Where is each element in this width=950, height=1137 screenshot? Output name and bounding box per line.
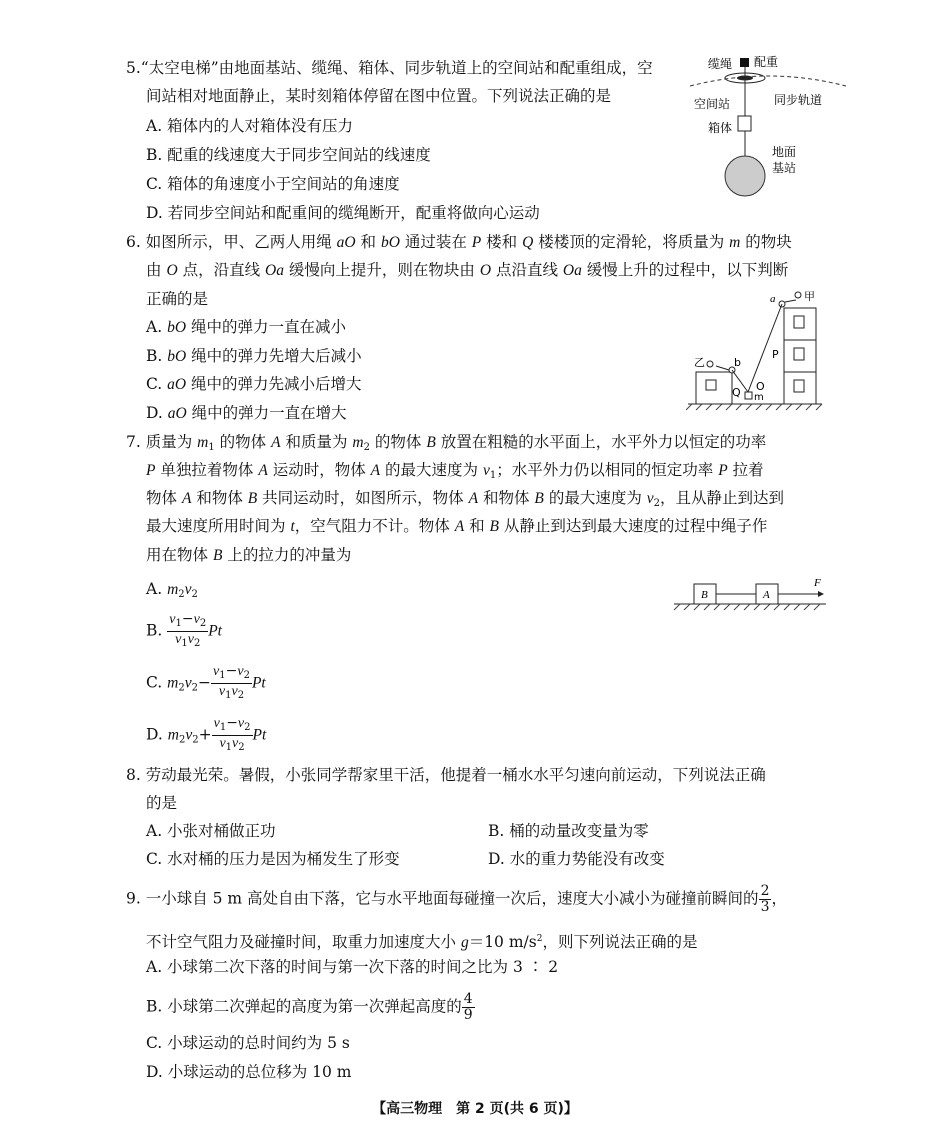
label-b: B (701, 589, 708, 601)
label-weight: 配重 (754, 55, 779, 69)
label-q: Q (732, 386, 741, 399)
q5-option-a: A. 箱体内的人对箱体没有压力 (146, 117, 354, 135)
q5-stem-line1: 5.“太空电梯”由地面基站、缆绳、箱体、同步轨道上的空间站和配重组成，空 (126, 59, 653, 77)
q7-stem-line3: 物体 A 和物体 B 共同运动时，如图所示，物体 A 和物体 B 的最大速度为 $v_2$，且从静止到达到 (146, 489, 785, 509)
q8-option-d: D. 水的重力势能没有改变 (488, 850, 665, 868)
label-station: 空间站 (694, 97, 731, 111)
q5-space-elevator-figure (688, 48, 848, 208)
q9-option-a: A. 小球第二次下落的时间与第一次下落的时间之比为 3 ∶ 2 (146, 958, 559, 976)
q7-option-b: B. $\frac{v_1-v_2}{v_1v_2}$ Pt (146, 611, 222, 649)
label-orbit: 同步轨道 (774, 93, 823, 107)
q6-pulley-buildings-figure (686, 288, 826, 412)
q6-stem-line2: 由 O 点，沿直线 Oa 缓慢向上提升，则在物块由 O 点沿直线 Oa 缓慢上升的过程中，以下判断 (146, 261, 789, 279)
q7-option-c: C. $m_2v_2-$ $\frac{v_1-v_2}{v_1v_2}$ Pt (146, 663, 266, 701)
label-a: a (770, 293, 776, 305)
q8-option-c: C. 水对桶的压力是因为桶发生了形变 (146, 850, 400, 868)
q7-blocks-figure (672, 574, 832, 614)
q5-option-d: D. 若同步空间站和配重间的缆绳断开，配重将做向心运动 (146, 204, 540, 222)
q7-option-d: D. $m_2v_2+$ $\frac{v_1-v_2}{v_1v_2}$ Pt (146, 715, 267, 753)
label-m: m (754, 392, 764, 403)
label-jia: 甲 (804, 290, 815, 303)
q9-option-d: D. 小球运动的总位移为 10 m (146, 1063, 352, 1081)
q9-option-c: C. 小球运动的总时间约为 5 s (146, 1034, 350, 1052)
q6-option-b: B. bO 绳中的弹力先增大后减小 (146, 347, 362, 365)
label-p: P (772, 348, 779, 361)
q9-option-b: B. 小球第二次弹起的高度为第一次弹起高度的 $\frac{4}{9}$ (146, 991, 473, 1023)
q7-stem-line5: 用在物体 B 上的拉力的冲量为 (146, 546, 352, 564)
q5-option-b: B. 配重的线速度大于同步空间站的线速度 (146, 146, 431, 164)
q8-option-b: B. 桶的动量改变量为零 (488, 822, 649, 840)
q8-stem-line1: 8. 劳动最光荣。暑假，小张同学帮家里干活，他提着一桶水水平匀速向前运动，下列说法正确 (126, 766, 766, 784)
q9-stem-line2: 不计空气阻力及碰撞时间，取重力加速度大小 g＝10 $m/s^2$，则下列说法正确的是 (146, 933, 698, 951)
label-base2: 基站 (772, 161, 797, 175)
block-m (745, 392, 752, 399)
q6-stem-line1: 6. 如图所示，甲、乙两人用绳 aO 和 bO 通过装在 P 楼和 Q 楼楼顶的定滑轮，将质量为 m 的物块 (126, 233, 792, 251)
q9-stem-line1: 9. 一小球自 5 m 高处自由下落，它与水平地面每碰撞一次后，速度大小减小为碰撞前瞬间的 $\frac{2}{3}$ ， (126, 883, 787, 915)
person-jia (795, 292, 801, 298)
q8-option-a: A. 小张对桶做正功 (146, 822, 276, 840)
q7-stem-line1: 7. 质量为 $m_1$ 的物体 A 和质量为 $m_2$ 的物体 B 放置在粗糙的水平面上，水平外力以恒定的功率 (126, 433, 767, 453)
label-f: F (814, 577, 821, 589)
page-footer: 【高三物理 第 2 页(共 6 页)】 (372, 1101, 578, 1117)
q5-stem-line2: 间站相对地面静止，某时刻箱体停留在图中位置。下列说法正确的是 (146, 87, 612, 105)
q7-stem-line4: 最大速度所用时间为 t，空气阻力不计。物体 A 和 B 从静止到达到最大速度的过程中绳子作 (146, 517, 768, 535)
q6-option-c: C. aO 绳中的弹力先减小后增大 (146, 375, 362, 393)
q6-stem-line3: 正确的是 (146, 290, 209, 308)
label-a: A (763, 589, 770, 601)
q6-option-a: A. bO 绳中的弹力一直在减小 (146, 318, 346, 336)
person-yi (707, 361, 713, 367)
q5-option-c: C. 箱体的角速度小于空间站的角速度 (146, 175, 400, 193)
label-box: 箱体 (708, 121, 733, 135)
q7-stem-line2: P 单独拉着物体 A 运动时，物体 A 的最大速度为 $v_1$；水平外力仍以相同的恒定功率 P 拉着 (146, 461, 764, 481)
label-o: O (756, 380, 765, 393)
label-cable: 缆绳 (708, 57, 733, 71)
counterweight-block (740, 58, 749, 67)
elevator-box (738, 116, 751, 131)
q7-option-a: A. $m_2v_2$ (146, 580, 198, 600)
label-b: b (734, 356, 741, 369)
label-yi: 乙 (694, 356, 705, 369)
earth-circle (725, 156, 765, 196)
q6-option-d: D. aO 绳中的弹力一直在增大 (146, 404, 347, 422)
q8-stem-line2: 的是 (146, 794, 178, 812)
label-base1: 地面 (772, 145, 797, 159)
